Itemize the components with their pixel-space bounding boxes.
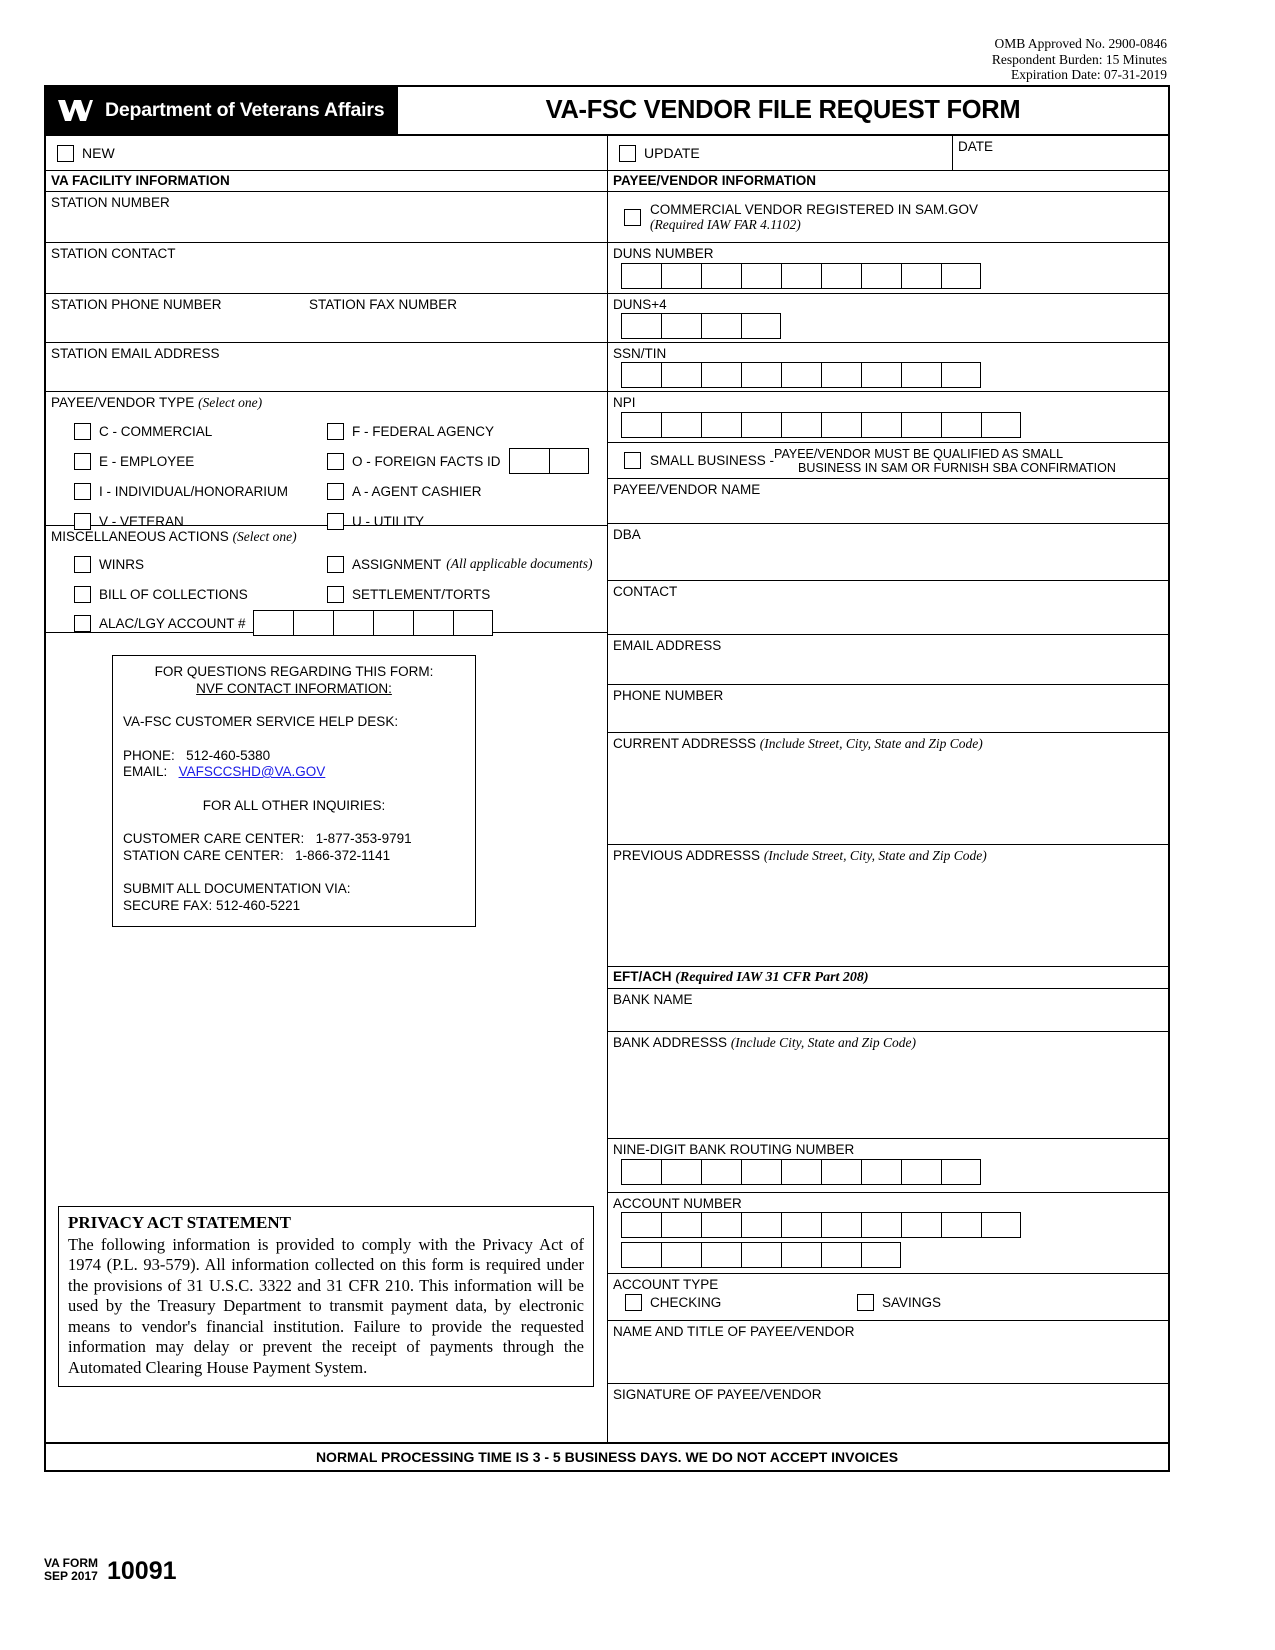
routing-number-comb[interactable]	[621, 1159, 1168, 1185]
assignment-label: ASSIGNMENT	[352, 556, 442, 572]
signature-payee-label: SIGNATURE OF PAYEE/VENDOR	[613, 1387, 822, 1402]
settlement-torts-label: SETTLEMENT/TORTS	[352, 586, 491, 602]
payee-vendor-type-title	[46, 392, 607, 410]
dba-label: DBA	[613, 527, 641, 542]
duns-cell[interactable]	[861, 263, 901, 289]
type-employee-label: E - EMPLOYEE	[99, 453, 195, 469]
winrs-checkbox[interactable]	[74, 556, 91, 573]
section-header-row	[46, 171, 1168, 192]
ssn-tin-cell[interactable]	[941, 362, 981, 388]
left-column	[46, 192, 608, 1442]
station-contact-label: STATION CONTACT	[51, 246, 176, 261]
npi-cell[interactable]	[621, 412, 661, 438]
account-number-comb-row1[interactable]	[621, 1212, 1168, 1238]
type-option-commercial[interactable]	[74, 416, 327, 446]
help-desk-email-label: EMAIL:	[123, 764, 168, 779]
form-identifier	[44, 1557, 177, 1583]
type-commercial-checkbox[interactable]	[74, 423, 91, 440]
account-type-field	[608, 1274, 1168, 1321]
duns-cell[interactable]	[941, 263, 981, 289]
account-cell[interactable]	[741, 1212, 781, 1238]
savings-label: SAVINGS	[882, 1295, 942, 1310]
npi-field[interactable]	[608, 392, 1168, 443]
routing-cell[interactable]	[741, 1159, 781, 1185]
account-cell[interactable]	[701, 1242, 741, 1268]
payee-vendor-type-label: PAYEE/VENDOR TYPE	[51, 395, 195, 410]
current-address-label: CURRENT ADDRESSS	[613, 736, 757, 751]
va-facility-section-header: VA FACILITY INFORMATION	[51, 173, 230, 188]
duns4-label: DUNS+4	[613, 297, 667, 312]
account-cell[interactable]	[701, 1212, 741, 1238]
type-option-foreign[interactable]	[327, 446, 607, 476]
help-desk-line: VA-FSC CUSTOMER SERVICE HELP DESK:	[123, 714, 399, 729]
duns-number-field[interactable]	[608, 243, 1168, 294]
type-agent-cashier-label: A - AGENT CASHIER	[352, 483, 482, 499]
assignment-hint: (All applicable documents)	[446, 556, 593, 571]
ssn-tin-cell[interactable]	[901, 362, 941, 388]
bill-of-collections-label: BILL OF COLLECTIONS	[99, 586, 248, 602]
submit-docs-line-1: SUBMIT ALL DOCUMENTATION VIA:	[123, 881, 351, 896]
email-address-label: EMAIL ADDRESS	[613, 638, 722, 653]
phone-number-label: PHONE NUMBER	[613, 688, 724, 703]
npi-cell[interactable]	[741, 412, 781, 438]
name-title-payee-field[interactable]	[608, 1321, 1168, 1384]
account-number-label: ACCOUNT NUMBER	[613, 1196, 742, 1211]
account-type-checking-option[interactable]	[625, 1294, 857, 1311]
facts-id-cell[interactable]	[549, 448, 589, 474]
ssn-tin-cell[interactable]	[621, 362, 661, 388]
account-cell[interactable]	[981, 1212, 1021, 1238]
payee-vendor-section-header: PAYEE/VENDOR INFORMATION	[613, 173, 817, 188]
type-federal-agency-checkbox[interactable]	[327, 423, 344, 440]
eft-ach-section-header	[608, 967, 1168, 989]
account-cell[interactable]	[781, 1212, 821, 1238]
payee-vendor-name-field[interactable]	[608, 479, 1168, 524]
previous-address-field[interactable]	[608, 845, 1168, 967]
ssn-tin-comb[interactable]	[621, 362, 1168, 388]
duns-cell[interactable]	[821, 263, 861, 289]
va-logo-block	[46, 87, 398, 134]
duns4-cell[interactable]	[701, 313, 741, 339]
station-care-line	[123, 848, 465, 865]
type-utility-checkbox[interactable]	[327, 513, 344, 530]
ssn-tin-label: SSN/TIN	[613, 346, 667, 361]
duns4-cell[interactable]	[741, 313, 781, 339]
facts-id-cell[interactable]	[509, 448, 549, 474]
duns-cell[interactable]	[701, 263, 741, 289]
help-desk-email-link[interactable]: VAFSCCSHD@VA.GOV	[178, 764, 326, 779]
account-cell[interactable]	[621, 1212, 661, 1238]
assignment-checkbox[interactable]	[327, 556, 344, 573]
npi-cell[interactable]	[821, 412, 861, 438]
va-seal-icon	[56, 97, 94, 124]
routing-cell[interactable]	[661, 1159, 701, 1185]
account-cell[interactable]	[861, 1242, 901, 1268]
duns4-cell[interactable]	[661, 313, 701, 339]
previous-address-label: PREVIOUS ADDRESSS	[613, 848, 761, 863]
nvf-contact-box	[112, 655, 476, 927]
npi-cell[interactable]	[661, 412, 701, 438]
form-title: VA-FSC VENDOR FILE REQUEST FORM	[545, 96, 1021, 124]
bank-address-label-wrap	[608, 1032, 1168, 1050]
alac-lgy-checkbox[interactable]	[74, 615, 91, 632]
type-option-agent-cashier[interactable]	[327, 476, 607, 506]
account-number-field[interactable]	[608, 1193, 1168, 1274]
payee-vendor-type-hint: (Select one)	[198, 395, 263, 410]
ssn-tin-cell[interactable]	[701, 362, 741, 388]
request-action-row	[46, 136, 1168, 171]
station-contact-field[interactable]	[46, 243, 607, 294]
routing-cell[interactable]	[941, 1159, 981, 1185]
current-address-label-wrap	[608, 733, 1168, 751]
form-revision-date: SEP 2017	[44, 1569, 98, 1583]
misc-option-assignment[interactable]	[327, 549, 607, 579]
routing-cell[interactable]	[781, 1159, 821, 1185]
facts-id-comb[interactable]	[509, 448, 589, 474]
account-cell[interactable]	[861, 1212, 901, 1238]
routing-cell[interactable]	[901, 1159, 941, 1185]
contact-line-2: NVF CONTACT INFORMATION:	[196, 680, 392, 696]
checking-checkbox[interactable]	[625, 1294, 642, 1311]
previous-address-hint: (Include Street, City, State and Zip Code)	[763, 848, 987, 863]
small-business-line-2: BUSINESS IN SAM OR FURNISH SBA CONFIRMATION	[798, 460, 1116, 475]
customer-care-value: 1-877-353-9791	[315, 831, 412, 846]
savings-checkbox[interactable]	[857, 1294, 874, 1311]
type-veteran-label: V - VETERAN	[99, 513, 184, 529]
payee-vendor-type-group	[46, 392, 607, 529]
duns4-cell[interactable]	[621, 313, 661, 339]
ssn-tin-cell[interactable]	[661, 362, 701, 388]
type-option-utility[interactable]	[327, 506, 607, 536]
misc-option-bill-of-collections[interactable]	[74, 579, 327, 609]
duns-cell[interactable]	[741, 263, 781, 289]
contact-field[interactable]	[608, 581, 1168, 635]
npi-cell[interactable]	[901, 412, 941, 438]
type-employee-checkbox[interactable]	[74, 453, 91, 470]
payee-vendor-name-label: PAYEE/VENDOR NAME	[613, 482, 761, 497]
routing-cell[interactable]	[861, 1159, 901, 1185]
type-option-individual[interactable]	[74, 476, 327, 506]
bank-address-field[interactable]	[608, 1032, 1168, 1139]
type-veteran-checkbox[interactable]	[74, 513, 91, 530]
respondent-burden: Respondent Burden: 15 Minutes	[991, 51, 1167, 67]
privacy-act-statement	[58, 1206, 594, 1387]
duns-cell[interactable]	[621, 263, 661, 289]
account-cell[interactable]	[941, 1212, 981, 1238]
help-desk-phone-label: PHONE:	[123, 747, 175, 763]
omb-block	[992, 36, 1167, 83]
type-agent-cashier-checkbox[interactable]	[327, 483, 344, 500]
type-commercial-label: C - COMMERCIAL	[99, 423, 213, 439]
account-cell[interactable]	[821, 1212, 861, 1238]
form-columns	[46, 192, 1168, 1442]
bill-of-collections-checkbox[interactable]	[74, 586, 91, 603]
type-individual-label: I - INDIVIDUAL/HONORARIUM	[99, 483, 289, 499]
right-column	[608, 192, 1168, 1442]
contact-line-1: FOR QUESTIONS REGARDING THIS FORM:	[154, 664, 434, 679]
privacy-act-body: The following information is provided to comply with the Privacy Act of 1974 (P.L. 93-579). All information collected on this form is required under the provisions of 31 U.S.C. 3322 and 31 CFR 210. This information will be used by the Treasury Department to transmit payment data, by electronic means to vendor's financial institution. Failure to provide the requested information may delay or prevent the receipt of payments through the Automated Clearing House Payment System.	[68, 1234, 584, 1377]
update-option[interactable]	[608, 136, 953, 170]
expiration-date: Expiration Date: 07-31-2019	[1011, 67, 1167, 82]
bank-address-hint: (Include City, State and Zip Code)	[730, 1035, 917, 1050]
ssn-tin-cell[interactable]	[741, 362, 781, 388]
customer-care-label: CUSTOMER CARE CENTER:	[123, 831, 305, 846]
new-label: NEW	[82, 145, 115, 161]
ssn-tin-field[interactable]	[608, 343, 1168, 392]
form-date-label	[44, 1557, 98, 1583]
dba-field[interactable]	[608, 524, 1168, 581]
npi-label: NPI	[613, 395, 636, 410]
help-desk-email	[123, 764, 465, 781]
npi-cell[interactable]	[981, 412, 1021, 438]
npi-cell[interactable]	[861, 412, 901, 438]
account-type-savings-option[interactable]	[857, 1294, 941, 1311]
email-address-field[interactable]	[608, 635, 1168, 685]
winrs-label: WINRS	[99, 556, 144, 572]
left-lower-area	[46, 633, 607, 1395]
update-checkbox[interactable]	[619, 145, 636, 162]
bank-address-label: BANK ADDRESSS	[613, 1035, 728, 1050]
type-foreign-label: O - FOREIGN FACTS ID	[352, 453, 501, 469]
misc-option-winrs[interactable]	[74, 549, 327, 579]
duns-number-label: DUNS NUMBER	[613, 246, 714, 261]
small-business-label: SMALL BUSINESS -	[650, 453, 775, 468]
small-business-field[interactable]	[608, 443, 1168, 479]
customer-care-line	[123, 831, 465, 848]
sam-registered-field[interactable]	[608, 192, 1168, 243]
omb-approved: OMB Approved No. 2900-0846	[994, 36, 1167, 51]
eft-ach-hint: (Required IAW 31 CFR Part 208)	[675, 970, 869, 985]
station-number-label: STATION NUMBER	[51, 195, 170, 210]
name-title-payee-label: NAME AND TITLE OF PAYEE/VENDOR	[613, 1324, 855, 1339]
routing-cell[interactable]	[701, 1159, 741, 1185]
type-option-federal-agency[interactable]	[327, 416, 607, 446]
station-number-field[interactable]	[46, 192, 607, 243]
checking-label: CHECKING	[650, 1295, 722, 1310]
bank-name-label: BANK NAME	[613, 992, 693, 1007]
sam-registered-hint: (Required IAW FAR 4.1102)	[650, 217, 801, 232]
current-address-hint: (Include Street, City, State and Zip Code)	[759, 736, 983, 751]
account-cell[interactable]	[621, 1242, 661, 1268]
type-option-employee[interactable]	[74, 446, 327, 476]
station-care-label: STATION CARE CENTER:	[123, 847, 284, 863]
contact-label: CONTACT	[613, 584, 678, 599]
npi-comb[interactable]	[621, 412, 1168, 438]
sam-registered-checkbox[interactable]	[624, 209, 641, 226]
ssn-tin-cell[interactable]	[861, 362, 901, 388]
current-address-field[interactable]	[608, 733, 1168, 845]
help-desk-phone-value: 512-460-5380	[186, 747, 271, 763]
duns-cell[interactable]	[661, 263, 701, 289]
help-desk-phone	[123, 748, 465, 765]
processing-time-notice: NORMAL PROCESSING TIME IS 3 - 5 BUSINESS DAYS. WE DO NOT ACCEPT INVOICES	[46, 1442, 1168, 1470]
small-business-line-1: PAYEE/VENDOR MUST BE QUALIFIED AS SMALL	[774, 446, 1064, 461]
previous-address-label-wrap	[608, 845, 1168, 863]
account-type-label: ACCOUNT TYPE	[613, 1277, 719, 1292]
routing-number-label: NINE-DIGIT BANK ROUTING NUMBER	[613, 1142, 855, 1157]
type-utility-label: U - UTILITY	[352, 513, 425, 529]
account-cell[interactable]	[821, 1242, 861, 1268]
npi-cell[interactable]	[701, 412, 741, 438]
ssn-tin-cell[interactable]	[781, 362, 821, 388]
routing-cell[interactable]	[621, 1159, 661, 1185]
account-cell[interactable]	[781, 1242, 821, 1268]
duns4-field[interactable]	[608, 294, 1168, 343]
account-number-comb-row2[interactable]	[621, 1242, 1168, 1268]
station-care-value: 1-866-372-1141	[295, 847, 391, 863]
agency-name: Department of Veterans Affairs	[105, 99, 385, 121]
account-cell[interactable]	[741, 1242, 781, 1268]
ssn-tin-cell[interactable]	[821, 362, 861, 388]
new-checkbox[interactable]	[57, 145, 74, 162]
privacy-act-heading: PRIVACY ACT STATEMENT	[68, 1213, 291, 1232]
small-business-checkbox[interactable]	[624, 452, 641, 469]
new-option[interactable]	[46, 136, 608, 170]
va-form-text: VA FORM	[44, 1556, 98, 1570]
form-header	[46, 87, 1168, 136]
settlement-torts-checkbox[interactable]	[327, 586, 344, 603]
submit-docs-line-2: SECURE FAX: 512-460-5221	[123, 897, 301, 913]
bank-name-field[interactable]	[608, 989, 1168, 1032]
phone-number-field[interactable]	[608, 685, 1168, 733]
npi-cell[interactable]	[781, 412, 821, 438]
duns4-comb[interactable]	[621, 313, 1168, 339]
date-label: DATE	[958, 139, 994, 154]
eft-ach-label: EFT/ACH	[613, 969, 672, 984]
routing-cell[interactable]	[821, 1159, 861, 1185]
type-foreign-checkbox[interactable]	[327, 453, 344, 470]
update-label: UPDATE	[644, 145, 700, 161]
duns-cell[interactable]	[781, 263, 821, 289]
misc-actions-group	[46, 526, 607, 633]
form-number: 10091	[107, 1557, 177, 1585]
duns-number-comb[interactable]	[621, 263, 1168, 289]
date-field[interactable]	[953, 136, 1168, 170]
account-cell[interactable]	[661, 1212, 701, 1238]
station-phone-label: STATION PHONE NUMBER	[51, 297, 222, 312]
npi-cell[interactable]	[941, 412, 981, 438]
misc-option-settlement-torts[interactable]	[327, 579, 607, 609]
account-cell[interactable]	[661, 1242, 701, 1268]
station-email-label: STATION EMAIL ADDRESS	[51, 346, 220, 361]
alac-lgy-label: ALAC/LGY ACCOUNT #	[99, 615, 246, 631]
station-phone-fax-field[interactable]	[46, 294, 607, 343]
form-body	[44, 85, 1170, 1472]
type-individual-checkbox[interactable]	[74, 483, 91, 500]
station-email-field[interactable]	[46, 343, 607, 392]
account-cell[interactable]	[901, 1212, 941, 1238]
misc-actions-hint: (Select one)	[232, 529, 297, 544]
sam-registered-label: COMMERCIAL VENDOR REGISTERED IN SAM.GOV	[650, 202, 979, 217]
station-fax-label: STATION FAX NUMBER	[309, 297, 458, 312]
signature-payee-field[interactable]	[608, 1384, 1168, 1442]
duns-cell[interactable]	[901, 263, 941, 289]
misc-actions-label: MISCELLANEOUS ACTIONS	[51, 529, 229, 544]
routing-number-field[interactable]	[608, 1139, 1168, 1193]
other-inquiries-line: FOR ALL OTHER INQUIRIES:	[202, 797, 386, 813]
type-federal-agency-label: F - FEDERAL AGENCY	[352, 423, 495, 439]
